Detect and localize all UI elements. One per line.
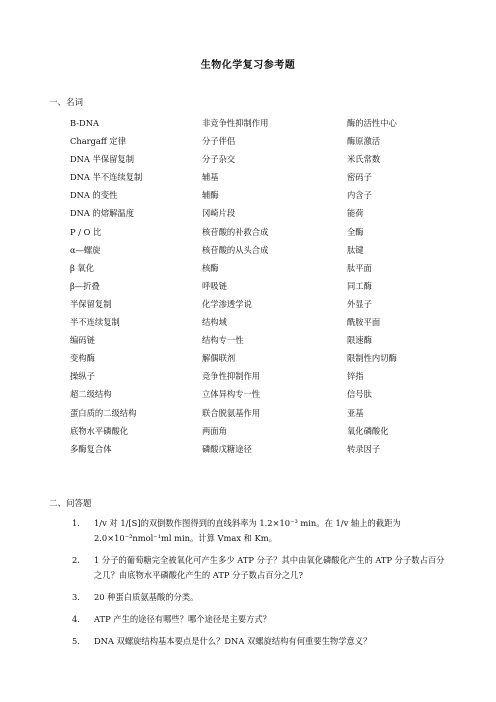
term-item: 化学渗透学说 xyxy=(202,298,252,309)
term-item: 分子杂交 xyxy=(202,154,236,165)
term-item: 肽平面 xyxy=(347,262,372,273)
term-item: 锌指 xyxy=(347,371,364,382)
question-text: 1/v 对 1/[S]的双倒数作图得到的直线斜率为 1.2×10⁻³ min。在 1/v 轴上的截距为 2.0×10⁻²nmol⁻¹ml min。计算 Vmax 和 Km。 xyxy=(94,518,401,543)
term-item: 辅基 xyxy=(202,172,219,183)
term-item: β 氧化 xyxy=(70,262,95,273)
term-item: 酶的活性中心 xyxy=(347,118,397,128)
term-item: 非竞争性抑制作用 xyxy=(202,118,269,128)
term-item: P / O 比 xyxy=(70,226,102,237)
term-item: 全酶 xyxy=(347,226,364,237)
question-item xyxy=(72,553,452,583)
term-item: 结构域 xyxy=(202,317,227,328)
term-item: β—折叠 xyxy=(70,280,100,291)
terms-column-3 xyxy=(347,114,397,458)
term-item: 立体异构专一性 xyxy=(202,389,261,400)
term-item: DNA 半保留复制 xyxy=(70,154,135,165)
term-item: DNA 的熔解温度 xyxy=(70,208,135,219)
term-item: 结构专一性 xyxy=(202,335,244,346)
term-item: B-DNA xyxy=(70,118,99,128)
term-item: 酰胺平面 xyxy=(347,317,381,328)
question-item xyxy=(72,612,452,627)
question-text: DNA 双螺旋结构基本要点是什么？DNA 双螺旋结构有何重要生物学意义？ xyxy=(94,636,372,646)
term-item: DNA 半不连续复制 xyxy=(70,172,143,183)
term-item: 分子伴侣 xyxy=(202,136,236,147)
term-item: 限制性内切酶 xyxy=(347,353,397,364)
term-item: 肽键 xyxy=(347,244,364,255)
term-item: 多酶复合体 xyxy=(70,443,112,454)
term-item: 酶原激活 xyxy=(347,136,381,147)
term-item: 两面角 xyxy=(202,425,227,436)
term-item: 密码子 xyxy=(347,172,372,183)
question-list xyxy=(72,516,452,656)
term-item: 氧化磷酸化 xyxy=(347,425,389,436)
term-item: α—螺旋 xyxy=(70,244,101,255)
question-text: 1 分子的葡萄糖完全被氧化可产生多少 ATP 分子？其中由氧化磷酸化产生的 ATP 分子数占百分之几？由底物水平磷酸化产生的 ATP 分子数占百分之几? xyxy=(94,555,445,580)
question-number: 1. xyxy=(72,518,80,528)
question-number: 4. xyxy=(72,614,80,624)
term-item: 超二级结构 xyxy=(70,389,112,400)
term-item: 呼吸链 xyxy=(202,280,227,291)
question-item xyxy=(72,634,452,649)
question-number: 5. xyxy=(72,636,80,646)
term-item: 米氏常数 xyxy=(347,154,381,165)
term-item: 同工酶 xyxy=(347,280,372,291)
term-item: 内含子 xyxy=(347,190,372,201)
term-item: 辅酶 xyxy=(202,190,219,201)
question-item xyxy=(72,590,452,605)
term-item: 蛋白质的二级结构 xyxy=(70,407,137,418)
term-item: DNA 的变性 xyxy=(70,190,118,201)
term-item: 冈崎片段 xyxy=(202,208,236,219)
term-item: 竞争性抑制作用 xyxy=(202,371,261,382)
term-item: 能荷 xyxy=(347,208,364,219)
question-number: 3. xyxy=(72,592,80,602)
term-item: 半不连续复制 xyxy=(70,317,120,328)
term-item: 限速酶 xyxy=(347,335,372,346)
section-heading-questions: 二、问答题 xyxy=(49,499,92,509)
term-item: 编码链 xyxy=(70,335,95,346)
term-item: Chargaff 定律 xyxy=(70,136,126,147)
question-number: 2. xyxy=(72,555,80,565)
term-item: 变构酶 xyxy=(70,353,95,364)
terms-column-2 xyxy=(202,114,268,458)
term-item: 联合脱氨基作用 xyxy=(202,407,261,418)
question-item xyxy=(72,516,452,546)
term-item: 转录因子 xyxy=(347,443,381,454)
term-item: 核苷酸的补救合成 xyxy=(202,226,269,237)
term-item: 核苷酸的从头合成 xyxy=(202,244,269,255)
section-heading-terms: 一、名词 xyxy=(49,98,84,108)
term-item: 亚基 xyxy=(347,407,364,418)
question-text: 20 种蛋白质氨基酸的分类。 xyxy=(94,592,199,602)
term-item: 磷酸戊糖途径 xyxy=(202,443,252,454)
question-text: ATP 产生的途径有哪些？哪个途径是主要方式？ xyxy=(94,614,271,624)
document-title: 生物化学复习参考题 xyxy=(200,60,296,71)
term-item: 半保留复制 xyxy=(70,298,112,309)
term-item: 操纵子 xyxy=(70,371,95,382)
term-item: 核酶 xyxy=(202,262,219,273)
term-item: 信号肽 xyxy=(347,389,372,400)
term-item: 外显子 xyxy=(347,298,372,309)
terms-column-1 xyxy=(70,114,142,458)
term-item: 底物水平磷酸化 xyxy=(70,425,129,436)
term-item: 解偶联剂 xyxy=(202,353,236,364)
